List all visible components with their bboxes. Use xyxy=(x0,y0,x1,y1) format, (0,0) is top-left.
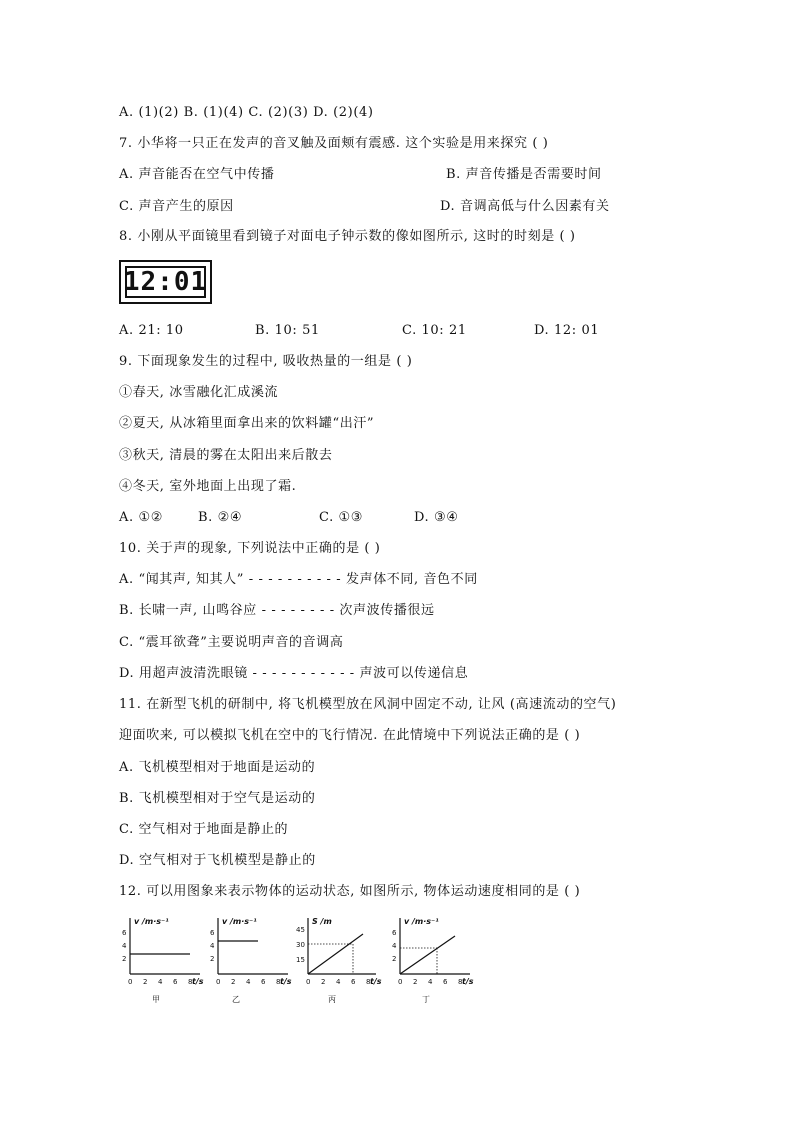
q9-item-1: ①春天, 冰雪融化汇成溪流 xyxy=(119,385,279,400)
x-axis-label: t/s xyxy=(370,977,382,986)
q9-item-3: ③秋天, 清晨的雾在太阳出来后散去 xyxy=(119,448,333,463)
x-axis-label: t/s xyxy=(462,977,474,986)
q7-option-b: B. 声音传播是否需要时间 xyxy=(446,167,602,182)
velocity-time-line xyxy=(400,936,455,974)
q8-option-d: D. 12: 01 xyxy=(534,323,600,338)
motion-graphs xyxy=(118,912,498,1017)
q11-option-d: D. 空气相对于飞机模型是静止的 xyxy=(119,853,316,868)
y-axis-label: v /m·s⁻¹ xyxy=(134,917,169,926)
graph-caption: 乙 xyxy=(232,995,240,1004)
y-tick: 15 xyxy=(296,956,305,964)
graph-caption: 甲 xyxy=(152,995,160,1004)
clock-display: 12:01 xyxy=(123,267,208,297)
q10-option-d: D. 用超声波清洗眼镜 - - - - - - - - - - - 声波可以传递信息 xyxy=(119,666,469,681)
q7-stem: 7. 小华将一只正在发声的音叉触及面颊有震感. 这个实验是用来探究 ( ) xyxy=(119,136,549,151)
q7-option-a: A. 声音能否在空气中传播 xyxy=(119,167,275,182)
x-tick: 6 xyxy=(443,978,448,986)
x-axis-label: t/s xyxy=(192,977,204,986)
y-axis-label: S /m xyxy=(312,917,332,926)
q10-stem: 10. 关于声的现象, 下列说法中正确的是 ( ) xyxy=(119,541,381,556)
q9-stem: 9. 下面现象发生的过程中, 吸收热量的一组是 ( ) xyxy=(119,354,413,369)
q11-option-c: C. 空气相对于地面是静止的 xyxy=(119,822,289,837)
q9-option-d: D. ③④ xyxy=(414,510,459,525)
y-tick: 2 xyxy=(210,955,215,963)
q10-option-b: B. 长啸一声, 山鸣谷应 - - - - - - - - 次声波传播很远 xyxy=(119,603,435,618)
q11-stem-line1: 11. 在新型飞机的研制中, 将飞机模型放在风洞中固定不动, 让风 (高速流动的空气) xyxy=(119,697,617,712)
graph-caption: 丁 xyxy=(422,995,430,1004)
x-tick: 0 xyxy=(216,978,221,986)
q6-options: A. (1)(2) B. (1)(4) C. (2)(3) D. (2)(4) xyxy=(119,105,374,120)
graph-bing xyxy=(294,912,380,1017)
x-tick: 4 xyxy=(428,978,433,986)
x-tick: 8 xyxy=(188,978,193,986)
q7-option-c: C. 声音产生的原因 xyxy=(119,199,234,214)
y-tick: 2 xyxy=(392,955,397,963)
x-tick: 8 xyxy=(276,978,281,986)
y-tick: 6 xyxy=(210,929,215,937)
y-tick: 45 xyxy=(296,926,305,934)
q8-option-b: B. 10: 51 xyxy=(255,323,320,338)
x-tick: 6 xyxy=(351,978,356,986)
x-tick: 2 xyxy=(231,978,236,986)
x-tick: 2 xyxy=(321,978,326,986)
y-tick: 4 xyxy=(392,942,397,950)
mirror-clock-image xyxy=(119,260,212,304)
x-tick: 8 xyxy=(458,978,463,986)
q10-option-c: C. “震耳欲聋”主要说明声音的音调高 xyxy=(119,635,344,650)
graph-jia xyxy=(118,912,204,1017)
q8-option-a: A. 21: 10 xyxy=(119,323,184,338)
q12-stem: 12. 可以用图象来表示物体的运动状态, 如图所示, 物体运动速度相同的是 ( ) xyxy=(119,884,581,899)
q9-option-b: B. ②④ xyxy=(198,510,243,525)
x-tick: 2 xyxy=(413,978,418,986)
q9-option-c: C. ①③ xyxy=(319,510,364,525)
x-axis-label: t/s xyxy=(280,977,292,986)
x-tick: 8 xyxy=(366,978,371,986)
y-axis-label: v /m·s⁻¹ xyxy=(404,917,439,926)
x-tick: 2 xyxy=(143,978,148,986)
q9-item-4: ④冬天, 室外地面上出现了霜. xyxy=(119,479,297,494)
y-tick: 30 xyxy=(296,941,305,949)
q7-option-d: D. 音调高低与什么因素有关 xyxy=(440,199,610,214)
graph-yi xyxy=(206,912,292,1017)
q8-option-c: C. 10: 21 xyxy=(402,323,467,338)
y-tick: 4 xyxy=(122,942,127,950)
q9-option-a: A. ①② xyxy=(119,510,163,525)
graph-ding xyxy=(388,912,474,1017)
graph-caption: 丙 xyxy=(328,995,336,1004)
y-tick: 6 xyxy=(392,929,397,937)
y-tick: 4 xyxy=(210,942,215,950)
x-tick: 4 xyxy=(158,978,163,986)
x-tick: 0 xyxy=(306,978,311,986)
q11-option-b: B. 飞机模型相对于空气是运动的 xyxy=(119,791,316,806)
y-tick: 2 xyxy=(122,955,127,963)
x-tick: 4 xyxy=(336,978,341,986)
distance-time-line xyxy=(308,934,363,974)
x-tick: 4 xyxy=(246,978,251,986)
q11-option-a: A. 飞机模型相对于地面是运动的 xyxy=(119,760,316,775)
q11-stem-line2: 迎面吹来, 可以模拟飞机在空中的飞行情况. 在此情境中下列说法正确的是 ( ) xyxy=(119,728,581,743)
q9-item-2: ②夏天, 从冰箱里面拿出来的饮料罐“出汗” xyxy=(119,416,375,431)
x-tick: 6 xyxy=(261,978,266,986)
x-tick: 6 xyxy=(173,978,178,986)
y-tick: 6 xyxy=(122,929,127,937)
y-axis-label: v /m·s⁻¹ xyxy=(222,917,257,926)
x-tick: 0 xyxy=(128,978,133,986)
q8-stem: 8. 小刚从平面镜里看到镜子对面电子钟示数的像如图所示, 这时的时刻是 ( ) xyxy=(119,229,576,244)
q10-option-a: A. “闻其声, 知其人” - - - - - - - - - - 发声体不同, 音色不同 xyxy=(119,572,478,587)
x-tick: 0 xyxy=(398,978,403,986)
